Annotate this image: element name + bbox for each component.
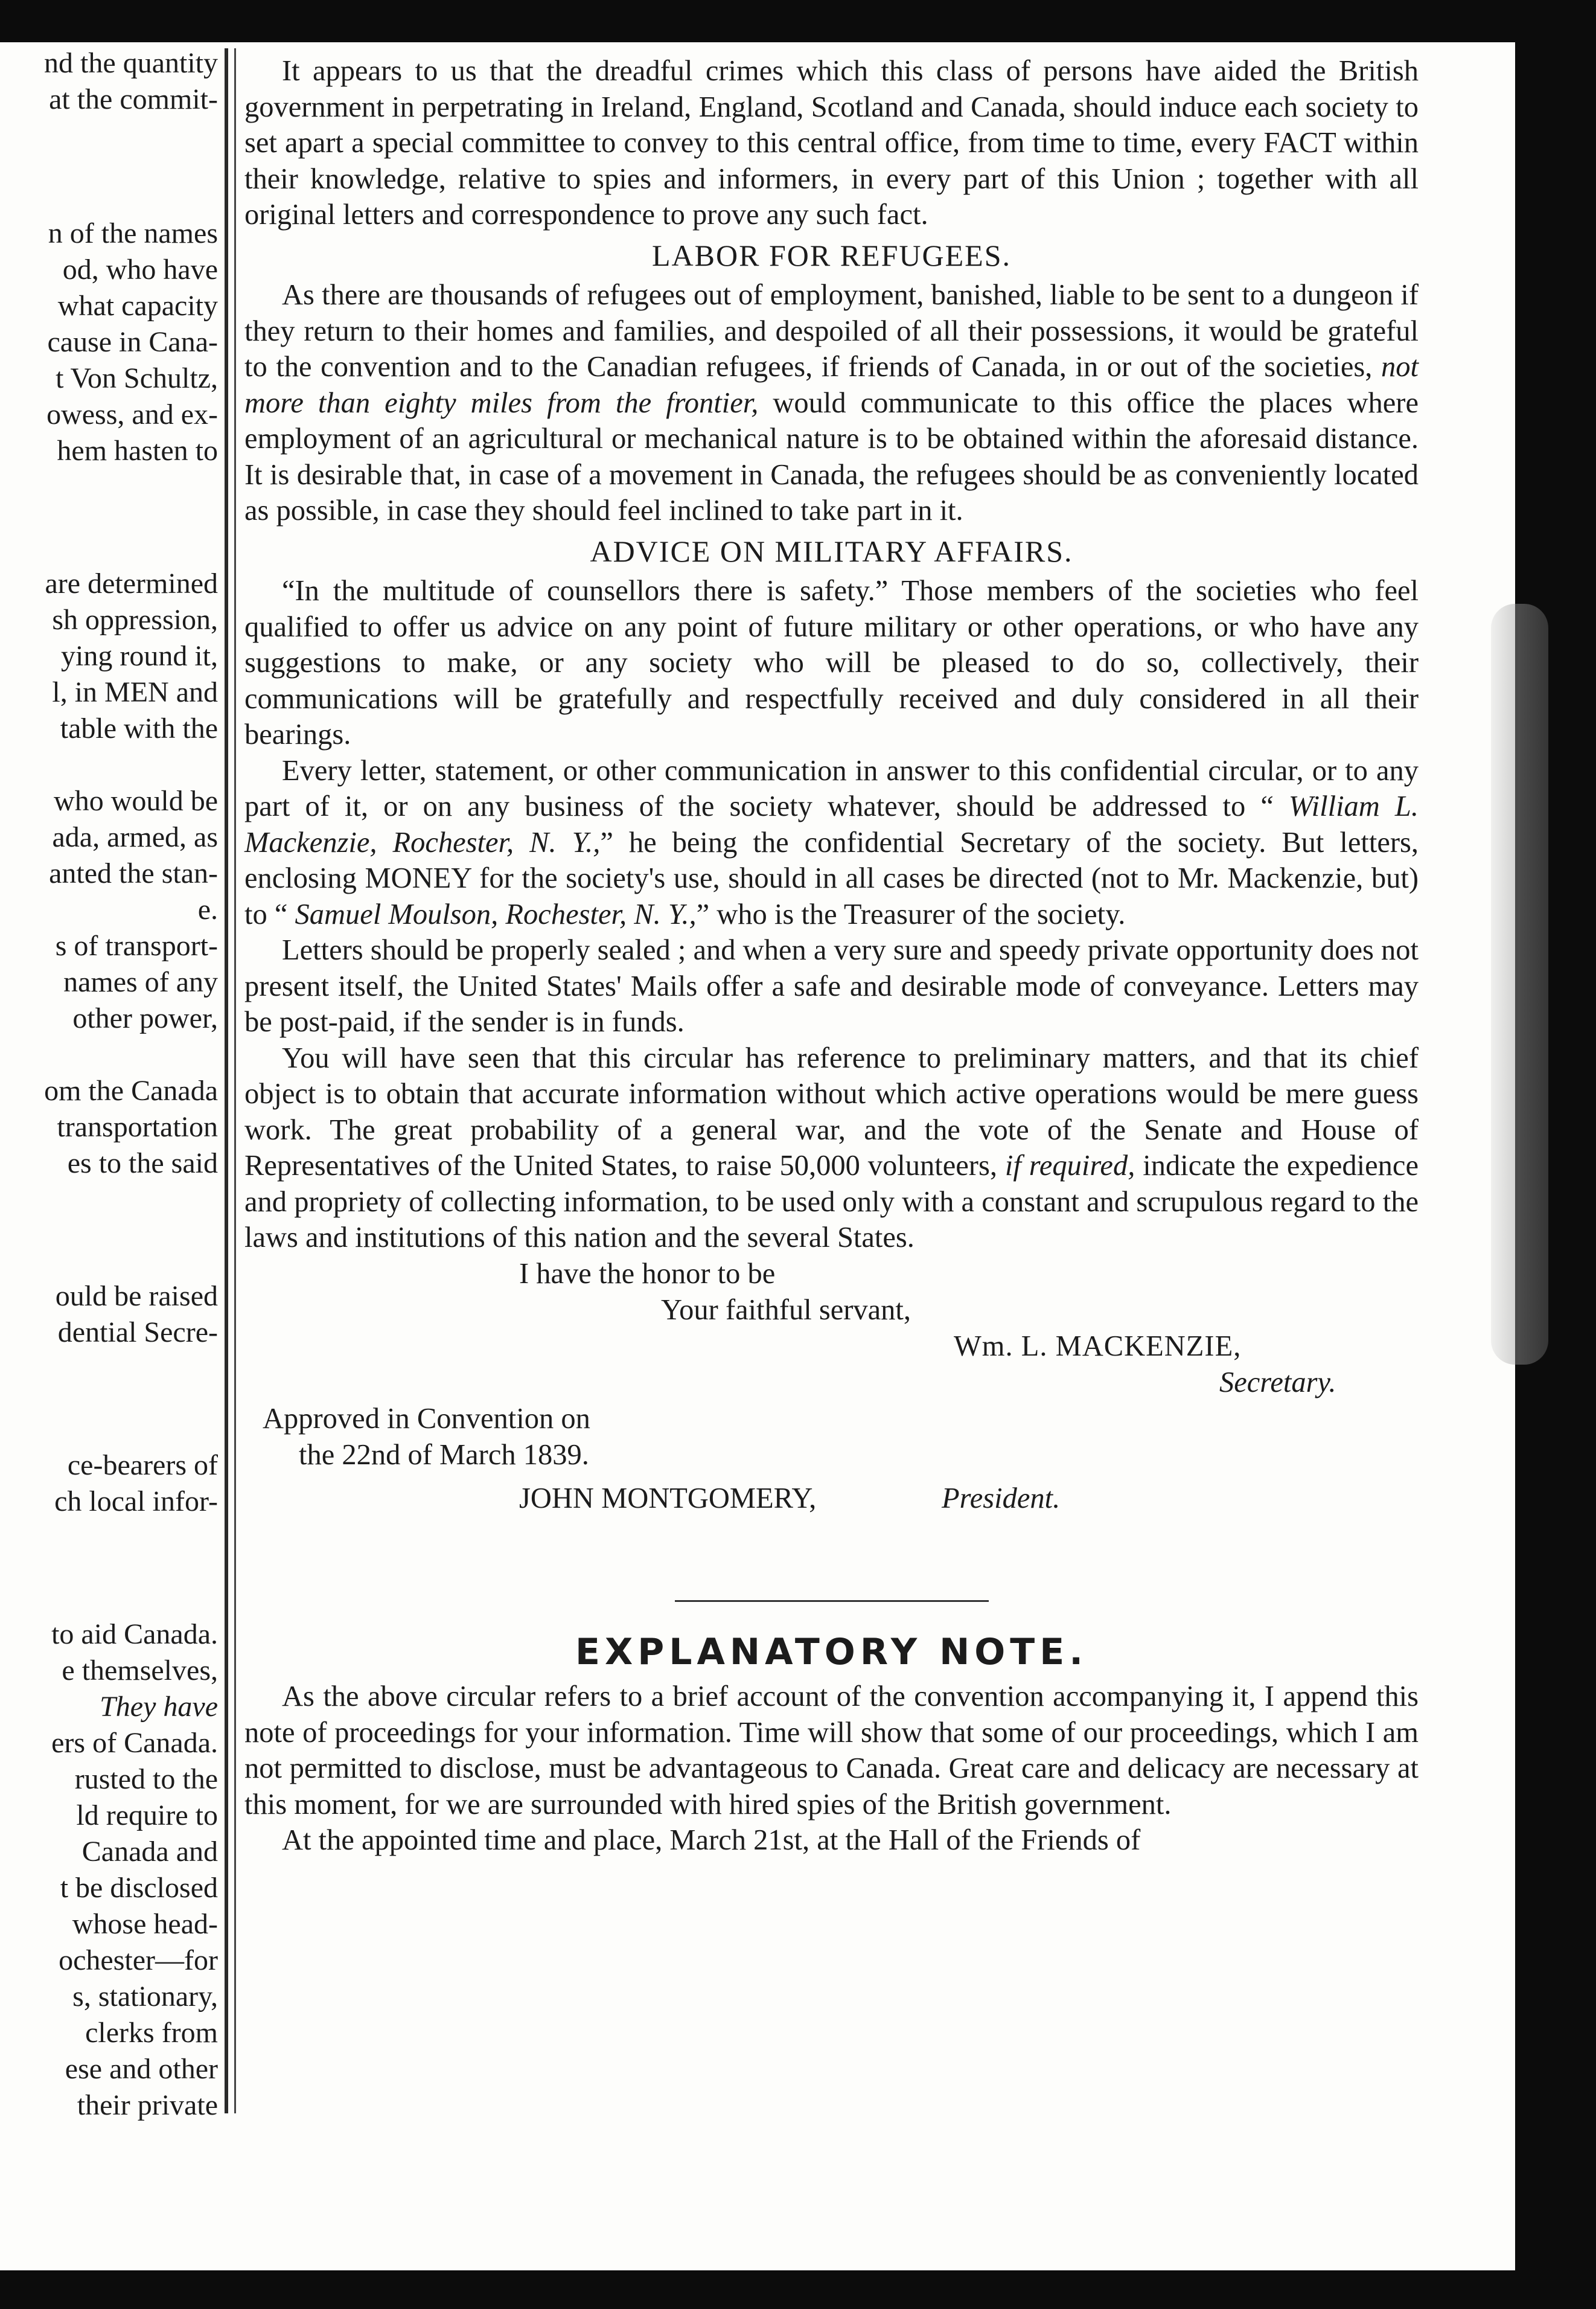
left-column-line: ochester—for [59,1944,218,1976]
left-column-line: ying round it, [61,640,218,672]
advice-paragraph-1: “In the multitude of counsellors there is safety.” Those members of the societies who feel qualified to offer us advice on any point of future military or other operations, or who have any suggestions to make, or any society who will be pleased to do so, collectively, their communications will be gratefully and respectfully received and duly considered in all their bearings. [244,575,1419,751]
left-column-line: om the Canada [44,1075,218,1107]
note-paragraph-1: As the above circular refers to a brief account of the convention accompanying it, I append this note of proceedings for your information. Time will show that some of our proceedings, which I am not permitted to disclose, must be advantageous to Canada. Great care and delicacy are necessary at this moment, for we are surrounded with hired spies of the British government. [244,1680,1419,1821]
left-column-line: ce-bearers of [67,1449,218,1481]
left-column-line: They have [100,1691,218,1723]
left-column-line: owess, and ex- [46,399,218,431]
approval-block [244,1401,1419,1600]
left-column-line: dential Secre- [57,1316,218,1348]
left-column-fragments [0,46,220,2129]
left-column-line: e. [197,894,218,926]
left-column-line: Canada and [81,1836,218,1868]
left-column-line: anted the stan- [49,857,218,889]
left-column-line: ld require to [76,1799,218,1831]
left-column-line: who would be [54,785,218,817]
president-title: President. [942,1482,1061,1514]
left-column-line: t be disclosed [60,1872,218,1904]
paper-damage [1491,604,1548,1365]
left-column-line: od, who have [62,254,218,286]
left-column-line: es to the said [67,1147,218,1179]
president-name: JOHN MONTGOMERY, [519,1482,817,1514]
left-column-line: to aid Canada. [51,1618,218,1650]
closing-line: I have the honor to be [519,1257,776,1290]
left-column-line: their private [77,2089,218,2121]
left-column-line: ch local infor- [54,1485,218,1517]
labor-paragraph: As there are thousands of refugees out of employment, banished, liable to be sent to a dungeon if they return to their homes and families, and despoiled of all their possessions, it would be grateful to the convention and to the Canadian refugees, if friends of Canada, in or out of the societies, not more than eighty miles from the frontier, would communicate to this office the places where employment of an agricultural or mechanical nature is to be obtained within the aforesaid distance. It is desirable that, in case of a movement in Canada, the refugees should be as conveniently located as possible, in case they should feel inclined to take part in it. [244,279,1419,527]
signer-title: Secretary. [1219,1366,1336,1398]
main-column [244,53,1419,1859]
intro-paragraph: It appears to us that the dreadful crimes which this class of persons have aided the British government in perpetrating in Ireland, England, Scotland and Canada, should induce each society to set apart a special committee to convey to this central office, from time to time, every FACT within their knowledge, relative to spies and informers, in every part of this Union ; together with all original letters and correspondence to prove any such fact. [244,55,1419,231]
left-column-line: ould be raised [55,1280,218,1312]
left-column-line: clerks from [85,2017,218,2049]
labor-heading: LABOR FOR REFUGEES. [651,238,1012,272]
left-column-line: cause in Cana- [47,326,218,358]
left-column-line: table with the [60,713,218,745]
left-column-line: whose head- [72,1908,218,1940]
note-paragraph-2: At the appointed time and place, March 21st, at the Hall of the Friends of [282,1824,1141,1856]
left-column-line: what capacity [57,290,218,322]
treasurer-address: Samuel Moulson, Rochester, N. Y., [295,898,697,930]
scan-border-top [0,0,1596,42]
left-column-line: l, in MEN and [52,676,218,708]
left-column-line: e themselves, [62,1654,218,1686]
note-heading: EXPLANATORY NOTE. [575,1630,1088,1673]
left-column-line: t Von Schultz, [56,362,218,394]
scan-border-bottom [0,2270,1596,2309]
advice-paragraph-3: Letters should be properly sealed ; and when a very sure and speedy private opportunity does not present itself, the United States' Mails offer a safe and desirable mode of conveyance. Letters may be post-paid, if the sender is in funds. [244,934,1419,1038]
section-divider [675,1600,989,1602]
left-column-line: other power, [72,1002,218,1034]
left-column-line: nd the quantity [44,47,218,79]
left-column-line: ers of Canada. [51,1727,218,1759]
signer-name: Wm. L. MACKENZIE, [954,1330,1242,1362]
advice-heading: ADVICE ON MILITARY AFFAIRS. [590,534,1073,568]
advice-paragraph-2: Every letter, statement, or other communication in answer to this confidential circular, or to any part of it, or on any business of the society whatever, should be addressed to “ William L. Mackenzie, Rochester, N. Y.,” he being the confidential Secretary of the society. But letters, enclosing MONEY for the society's use, should in all cases be directed (not to Mr. Mackenzie, but) to “ Samuel Moulson, Rochester, N. Y.,” who is the Treasurer of the society. [244,754,1419,930]
column-rule-inner [234,48,236,2113]
left-column-line: ese and other [65,2053,218,2085]
left-column-line: s, stationary, [72,1981,218,2013]
left-column-line: at the commit- [49,83,218,115]
approved-date: the 22nd of March 1839. [299,1438,589,1471]
approved-line: Approved in Convention on [263,1402,590,1435]
left-column-line: hem hasten to [57,435,218,467]
left-column-line: rusted to the [74,1763,218,1795]
closing-servant: Your faithful servant, [661,1293,911,1326]
left-column-line: ada, armed, as [52,821,218,853]
left-column-line: s of transport- [55,930,218,962]
left-column-line: are determined [45,568,218,600]
column-rule [225,48,228,2113]
left-column-line: names of any [63,966,218,998]
left-column-line: transportation [57,1111,218,1143]
left-column-line: sh oppression, [52,604,218,636]
advice-paragraph-4: You will have seen that this circular has reference to preliminary matters, and that its chief object is to obtain that accurate information without which active operations would be mere guess work. The great probability of a general war, and the vote of the Senate and House of Representatives of the United States, to raise 50,000 volunteers, if required, indicate the expedience and propriety of collecting information, to be used only with a constant and scrupulous regard to the laws and institutions of this nation and the several States. [244,1042,1419,1254]
secretary-address: William L. Mackenzie, Rochester, N. Y., [244,790,1419,859]
left-column-line: n of the names [48,217,218,249]
